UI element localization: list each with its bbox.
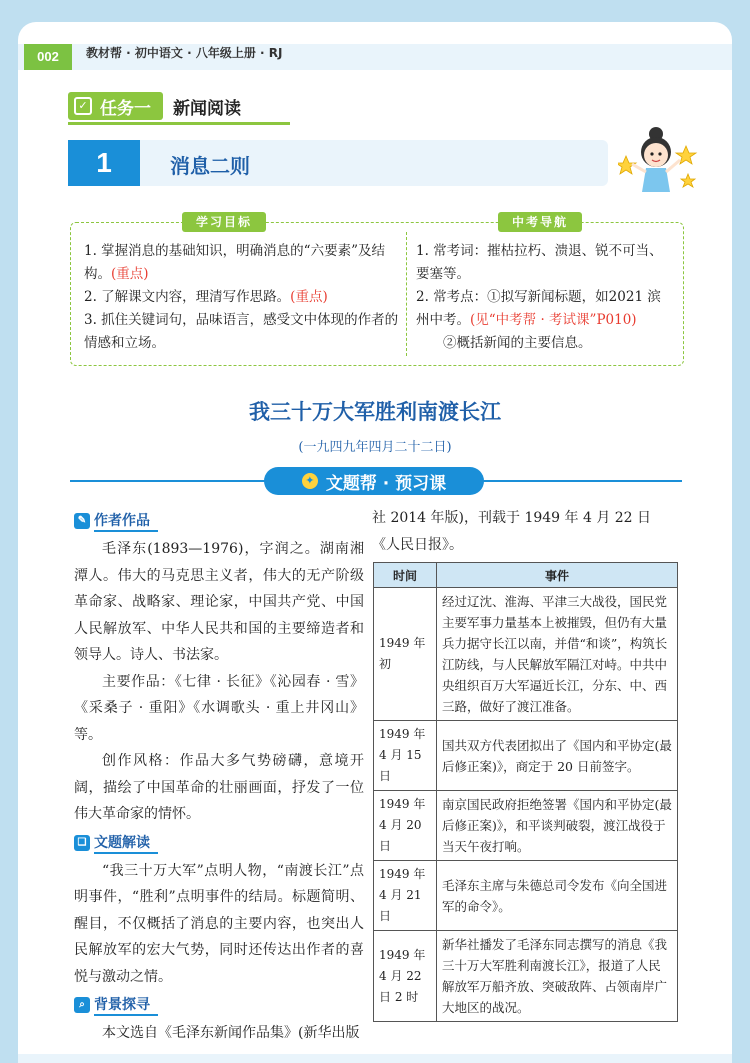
task-title: 新闻阅读 <box>173 98 241 119</box>
list-item: ②概括新闻的主要信息。 <box>443 335 592 351</box>
learning-goals-label: 学习目标 <box>182 212 266 232</box>
section-heading-author <box>74 510 364 532</box>
table-cell-time: 1949 年 4 月 15 日 <box>374 721 437 791</box>
table-row <box>374 721 678 791</box>
page-number: 002 <box>24 44 72 70</box>
lesson-bar <box>68 140 608 186</box>
lesson-title: 消息二则 <box>170 154 250 178</box>
table-cell-time: 1949 年 4 月 20 日 <box>374 791 437 861</box>
table-cell-event: 毛泽东主席与朱德总司令发布《向全国进军的命令》。 <box>437 861 678 931</box>
section-title: 文题解读 <box>94 832 158 854</box>
checkbox-icon: ✓ <box>74 97 92 115</box>
task-heading <box>68 92 241 120</box>
table-header-event: 事件 <box>437 563 678 588</box>
list-item: 1. 掌握消息的基础知识，明确消息的“六要素”及结构。(重点) <box>84 243 385 282</box>
title-explanation: “我三十万大军”点明人物，“南渡长江”点明事件，“胜利”点明事件的结局。标题简明、醒目，不仅概括了消息的主要内容，也突出人民解放军的宏大气势，同时还传达出作者的喜悦与激动之情。 <box>74 862 364 985</box>
table-cell-event: 经过辽沈、淮海、平津三大战役，国民党主要军事力量基本上被摧毁，但仍有大量兵力据守长江以南，并借“和谈”，构筑长江防线，与人民解放军隔江对峙。中共中央组织百万大军逼近长江，分东、中、西三路，做好了渡江准备。 <box>437 588 678 721</box>
author-style: 创作风格：作品大多气势磅礴，意境开阔，描绘了中国革命的壮丽画面，抒发了一位伟大革命家的情怀。 <box>74 753 364 822</box>
section-heading-background <box>74 994 364 1016</box>
table-header-time: 时间 <box>374 563 437 588</box>
list-item: 3. 抓住关键词句，品味语言，感受文中体现的作者的情感和立场。 <box>84 312 399 351</box>
exam-guide-list <box>416 240 674 355</box>
lightbulb-icon: ✦ <box>302 473 318 489</box>
learning-goals-list <box>84 240 400 355</box>
magnifier-icon: ⌕ <box>74 997 90 1013</box>
task-tag <box>68 92 163 120</box>
list-item: 2. 常考点：①拟写新闻标题，如2021 滨州中考。(见“中考帮 · 考试课”P010) <box>416 289 661 328</box>
left-column <box>74 510 364 1047</box>
section-title: 作者作品 <box>94 510 158 532</box>
table-row <box>374 931 678 1022</box>
table-cell-event: 国共双方代表团拟出了《国内和平协定(最后修正案)》，商定于 20 日前签字。 <box>437 721 678 791</box>
timeline-table <box>373 562 678 1022</box>
section-banner <box>264 467 484 495</box>
table-cell-event: 新华社播发了毛泽东同志撰写的消息《我三十万大军胜利南渡长江》，报道了人民解放军万船齐放、突破敌阵、占领南岸广大地区的战况。 <box>437 931 678 1022</box>
mascot-girl-icon <box>618 126 698 196</box>
author-bio: 毛泽东(1893—1976)，字润之。湖南湘潭人。伟大的马克思主义者，伟大的无产阶级革命家、战略家、理论家，中国共产党、中国人民解放军、中华人民共和国的主要缔造者和领导人。诗人、书法家。 <box>74 541 364 663</box>
table-cell-time: 1949 年初 <box>374 588 437 721</box>
article-title: 我三十万大军胜利南渡长江 <box>249 400 501 424</box>
table-cell-time: 1949 年 4 月 22 日 2 时 <box>374 931 437 1022</box>
banner-label: 文题帮 · 预习课 <box>325 473 447 494</box>
lesson-number: 1 <box>68 140 140 186</box>
section-title: 背景探寻 <box>94 994 158 1016</box>
background-text: 本文选自《毛泽东新闻作品集》(新华出版 <box>102 1025 360 1041</box>
table-cell-time: 1949 年 4 月 21 日 <box>374 861 437 931</box>
task-underline <box>68 122 290 125</box>
author-icon: ✎ <box>74 513 90 529</box>
article-date: (一九四九年四月二十二日) <box>298 440 452 455</box>
book-icon: ❏ <box>74 835 90 851</box>
table-row <box>374 861 678 931</box>
table-row <box>374 588 678 721</box>
list-item: 1. 常考词：摧枯拉朽、溃退、锐不可当、要塞等。 <box>416 243 663 282</box>
background-continued: 社 2014 年版)，刊载于 1949 年 4 月 22 日《人民日报》。 <box>372 510 652 553</box>
footer-strip <box>18 1054 732 1063</box>
goals-divider <box>406 232 407 356</box>
right-column <box>372 505 678 558</box>
author-works: 主要作品：《七律 · 长征》《沁园春 · 雪》《采桑子 · 重阳》《水调歌头 · 重上井冈山》等。 <box>74 673 364 743</box>
running-title: 教材帮 · 初中语文 · 八年级上册 · RJ <box>86 46 283 60</box>
table-row <box>374 791 678 861</box>
table-cell-event: 南京国民政府拒绝签署《国内和平协定(最后修正案)》，和平谈判破裂，渡江战役于当天午夜打响。 <box>437 791 678 861</box>
section-heading-title-explain <box>74 832 364 854</box>
exam-guide-label: 中考导航 <box>498 212 582 232</box>
list-item: 2. 了解课文内容，理清写作思路。(重点) <box>84 289 328 305</box>
task-tag-label: 任务一 <box>100 98 151 119</box>
